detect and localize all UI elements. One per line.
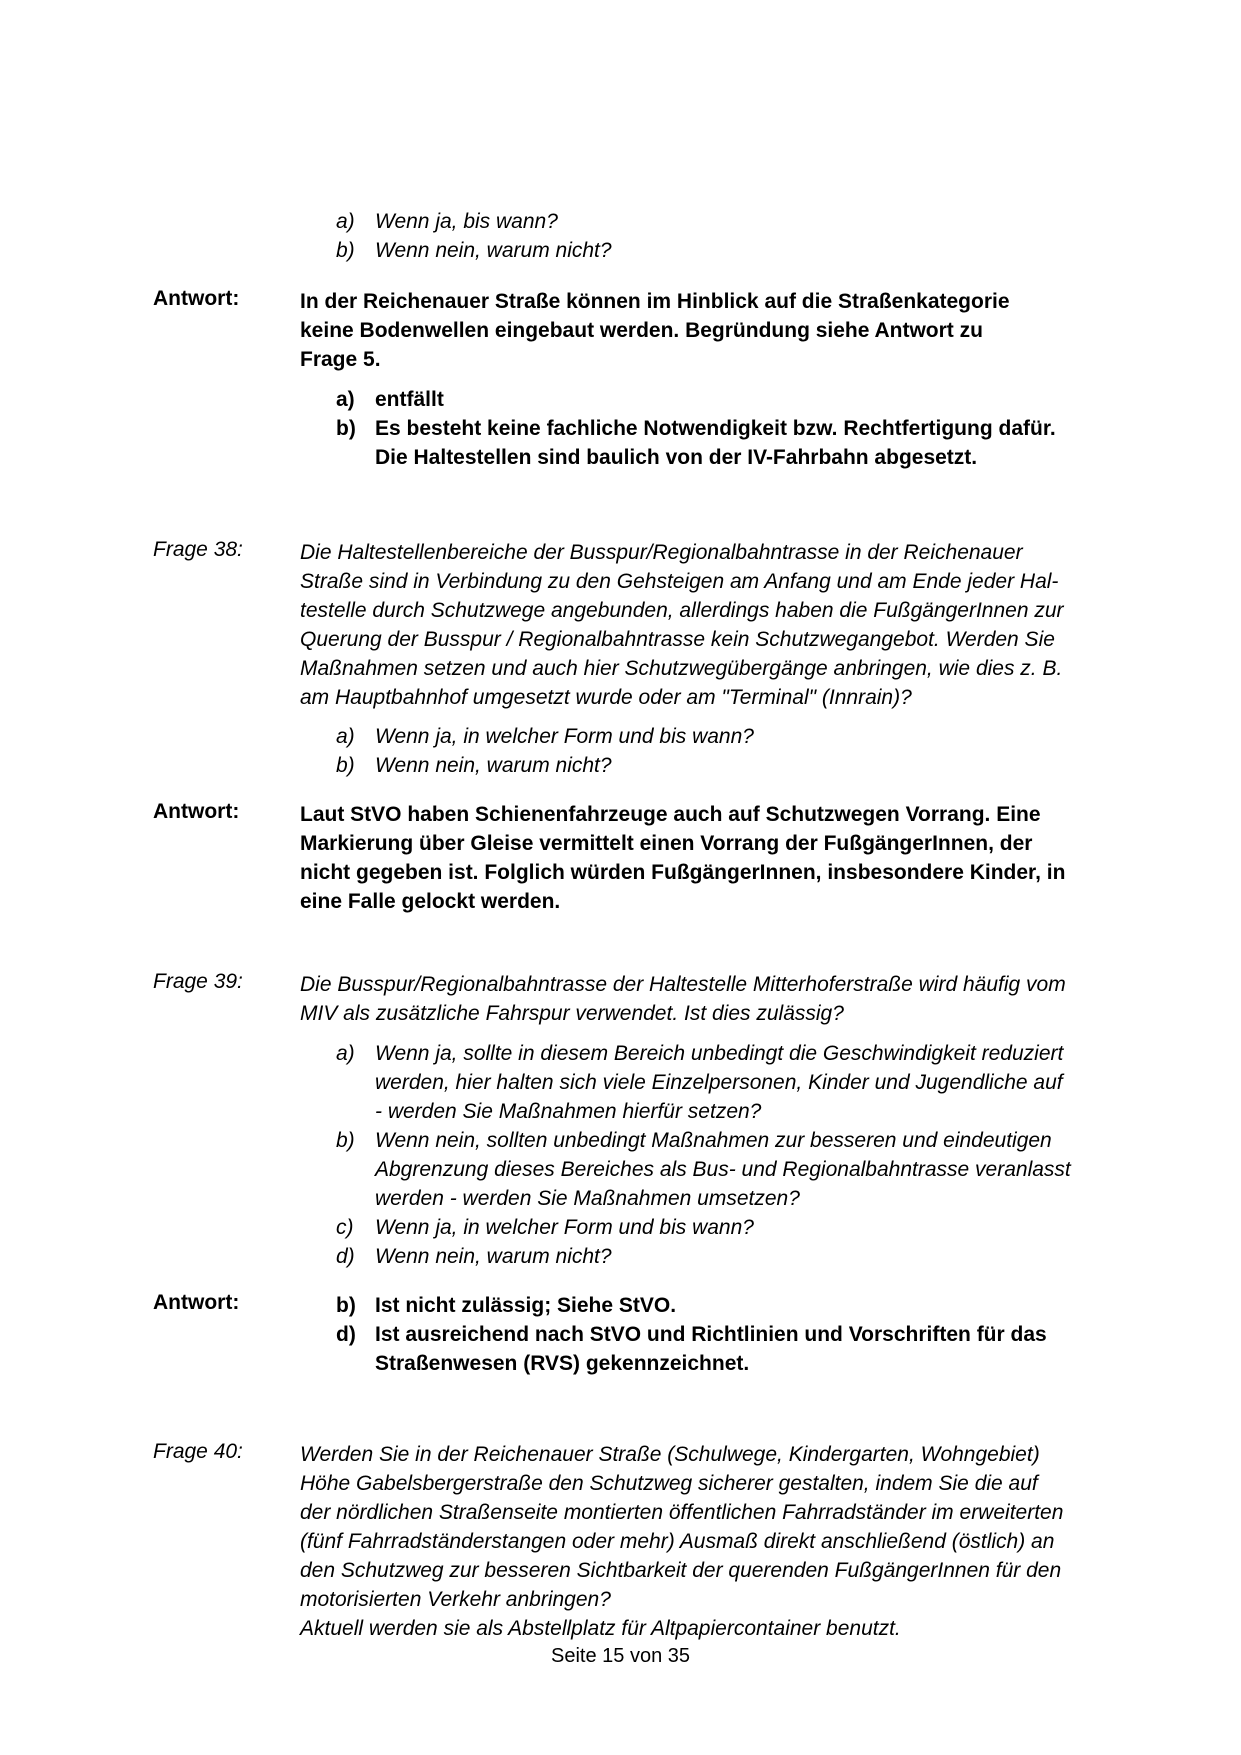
question-text: Die Busspur/Regionalbahntrasse der Haltestelle Mitterhoferstraße wird häufig vom MIV als zusätzliche Fahrspur verwendet. Ist dies zulässig? [300, 973, 1066, 1025]
answer-text: Laut StVO haben Schienenfahrzeuge auch auf Schutzwegen Vorrang. Eine Markierung über Gleise vermittelt einen Vorrang der FußgängerInnen, der nicht gegeben ist. Folglich würden FußgängerInnen, insbesondere Kinder, in eine Falle gelockt werden. [300, 803, 1066, 913]
list-item: d) Wenn nein, warum nicht? [336, 1245, 612, 1268]
question-text: Werden Sie in der Reichenauer Straße (Schulwege, Kindergarten, Wohngebiet) Höhe Gabelsbergerstraße den Schutzweg sicherer gestalten, indem Sie die auf der nördlichen Straßenseite montierten öffentlichen Fahrradständer im erweiterten (fünf Fahrradständerstangen oder mehr) Ausmaß direkt anschließend (östlich) an den Schutzweg zur besseren Sichtbarkeit der querenden FußgängerInnen für den motorisierten Verkehr anbringen? Aktuell werden sie als Abstellplatz für Altpapiercontainer benutzt. [300, 1443, 1064, 1640]
question-label: Frage 39: [153, 970, 243, 993]
answer-label: Antwort: [153, 1291, 240, 1314]
list-item: b) Wenn nein, warum nicht? [336, 239, 612, 262]
list-item: b) Wenn nein, sollten unbedingt Maßnahmen zur besseren und eindeutigen Abgrenzung dieses Bereiches als Bus- und Regionalbahntrasse veranlasst werden - werden Sie Maßnahmen umsetzen? [336, 1129, 1071, 1210]
list-item: b) Ist nicht zulässig; Siehe StVO. [336, 1294, 677, 1317]
question-label: Frage 38: [153, 538, 243, 561]
list-item: a) Wenn ja, sollte in diesem Bereich unbedingt die Geschwindigkeit reduziert werden, hier halten sich viele Einzelpersonen, Kinder und Jugendliche auf - werden Sie Maßnahmen hierfür setzen? [336, 1042, 1064, 1123]
question-label: Frage 40: [153, 1440, 243, 1463]
answer-label: Antwort: [153, 800, 240, 823]
list-item: a) Wenn ja, bis wann? [336, 210, 558, 233]
answer-list [336, 1291, 1047, 1378]
list-item: b) Es besteht keine fachliche Notwendigkeit bzw. Rechtfertigung dafür. Die Haltestellen sind baulich von der IV-Fahrbahn abgesetzt. [336, 417, 1056, 469]
question-text: Die Haltestellenbereiche der Busspur/Regionalbahntrasse in der Reichenauer Straße sind in Verbindung zu den Gehsteigen am Anfang und am Ende jeder Hal- testelle durch Schutzwege angebunden, allerdings haben die FußgängerInnen zur Querung der Busspur / Regionalbahntrasse kein Schutzwegangebot. Werden Sie Maßnahmen setzen und auch hier Schutzwegübergänge anbringen, wie dies z. B. am Hauptbahnhof umgesetzt wurde oder am "Terminal" (Innrain)? [300, 541, 1064, 709]
list-item: d) Ist ausreichend nach StVO und Richtlinien und Vorschriften für das Straßenwesen (RVS) gekennzeichnet. [336, 1323, 1047, 1375]
list-item: a) entfällt [336, 388, 444, 411]
answer-list [336, 385, 1056, 472]
answer-text: In der Reichenauer Straße können im Hinblick auf die Straßenkategorie keine Bodenwellen eingebaut werden. Begründung siehe Antwort zu Frage 5. [300, 290, 1010, 371]
question-list [336, 1039, 1071, 1271]
answer-label: Antwort: [153, 287, 240, 310]
list-item: a) Wenn ja, in welcher Form und bis wann? [336, 725, 754, 748]
intro-question-list [336, 207, 612, 265]
question-list [336, 722, 754, 780]
list-item: c) Wenn ja, in welcher Form und bis wann? [336, 1216, 754, 1239]
list-item: b) Wenn nein, warum nicht? [336, 754, 612, 777]
page-number: Seite 15 von 35 [551, 1645, 690, 1667]
